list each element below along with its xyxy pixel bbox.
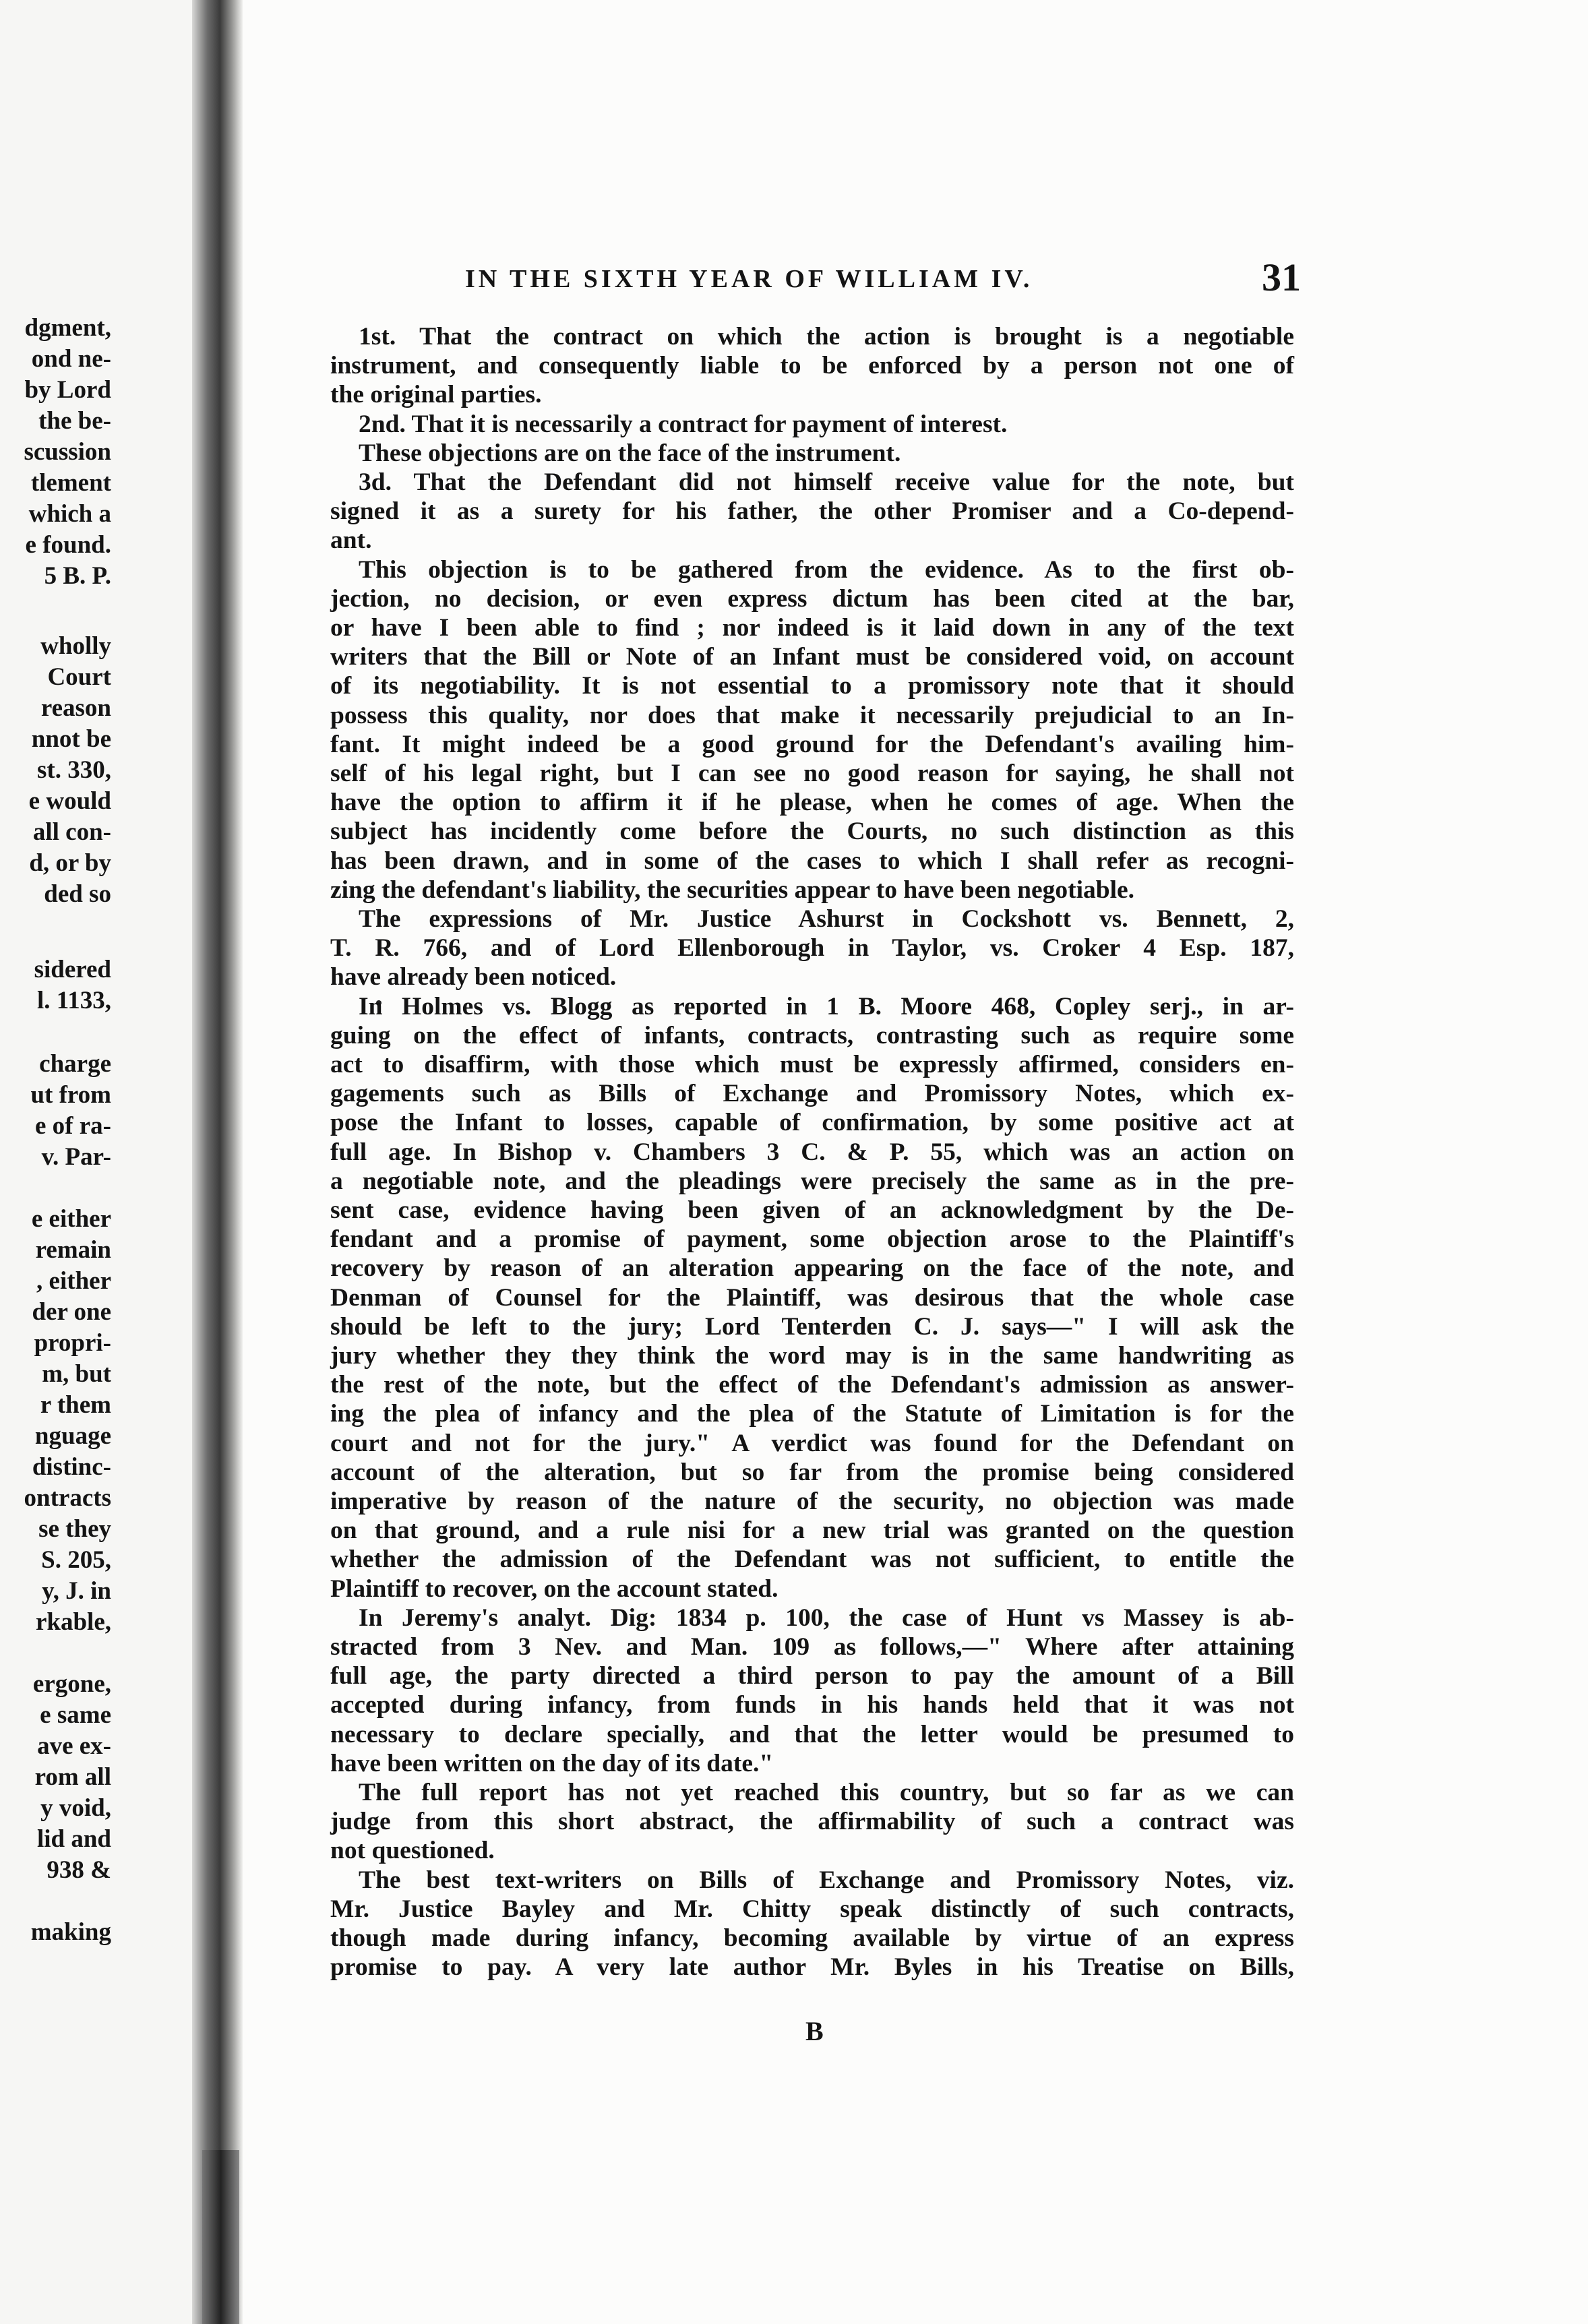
- text-line: subject has incidently come before the Courts, no such distinction as this: [330, 818, 1294, 845]
- text-line: jection, no decision, or even express dictum has been cited at the bar,: [330, 585, 1294, 613]
- running-head: [465, 255, 1301, 302]
- text-line: signed it as a surety for his father, the other Promiser and a Co-depend-: [330, 497, 1294, 525]
- facing-page-line: tlement: [30, 469, 111, 497]
- running-title: IN THE SIXTH YEAR OF WILLIAM IV.: [465, 265, 1033, 293]
- text-line: self of his legal right, but I can see no good reason for saying, he shall not: [330, 760, 1294, 787]
- text-line: T. R. 766, and of Lord Ellenborough in Taylor, vs. Croker 4 Esp. 187,: [330, 934, 1294, 962]
- facing-page-line: nnot be: [31, 725, 111, 753]
- text-line: though made during infancy, becoming available by virtue of an express: [330, 1924, 1294, 1952]
- text-line: court and not for the jury." A verdict was found for the Defendant on: [330, 1430, 1294, 1457]
- facing-page-line: l. 1133,: [37, 987, 111, 1014]
- text-line: has been drawn, and in some of the cases to which I shall refer as recogni-: [330, 847, 1294, 875]
- text-line: should be left to the jury; Lord Tenterden C. J. says—" I will ask the: [330, 1313, 1294, 1341]
- facing-page-line: ond ne-: [31, 345, 111, 373]
- facing-page-line: ut from: [30, 1081, 111, 1109]
- facing-page-line: rom all: [34, 1763, 111, 1791]
- text-line: have already been noticed.: [330, 963, 617, 991]
- text-line: the original parties.: [330, 381, 542, 408]
- facing-page-line: ontracts: [24, 1484, 111, 1512]
- text-line: or have I been able to find ; nor indeed is it laid down in any of the text: [330, 614, 1294, 642]
- text-line: The full report has not yet reached this country, but so far as we can: [359, 1779, 1294, 1806]
- text-line: judge from this short abstract, the affirmability of such a contract was: [330, 1808, 1294, 1835]
- facing-page-line: st. 330,: [37, 756, 111, 784]
- text-line: pose the Infant to losses, capable of confirmation, by some positive act at: [330, 1109, 1294, 1136]
- text-line: on that ground, and a rule nisi for a new trial was granted on the question: [330, 1517, 1294, 1544]
- facing-page-line: wholly: [40, 632, 111, 660]
- text-line: writers that the Bill or Note of an Infant must be considered void, on account: [330, 643, 1294, 671]
- page-number: 31: [1262, 255, 1301, 299]
- facing-page-line: the be-: [38, 407, 111, 435]
- facing-page-line: , either: [36, 1267, 111, 1295]
- facing-page-line: e either: [31, 1205, 111, 1233]
- facing-page-line: propri-: [34, 1329, 111, 1357]
- text-line: ant.: [330, 526, 372, 554]
- facing-page-line: nguage: [34, 1422, 111, 1450]
- text-line: The best text-writers on Bills of Exchange and Promissory Notes, viz.: [359, 1866, 1294, 1894]
- text-line: 1st. That the contract on which the action is brought is a negotiable: [359, 323, 1294, 350]
- facing-page-line: ave ex-: [37, 1732, 111, 1760]
- facing-page-line: rkable,: [35, 1608, 111, 1636]
- text-line: These objections are on the face of the instrument.: [359, 439, 901, 467]
- facing-page-line: remain: [35, 1236, 111, 1264]
- facing-page-line: e found.: [25, 531, 111, 559]
- text-line: fant. It might indeed be a good ground for the Defendant's availing him-: [330, 731, 1294, 758]
- facing-page-line: scussion: [24, 438, 111, 466]
- facing-page-line: ded so: [44, 880, 111, 908]
- facing-page-line: reason: [40, 694, 111, 722]
- text-line: This objection is to be gathered from the evidence. As to the first ob-: [359, 556, 1294, 584]
- facing-page-line: r them: [40, 1391, 111, 1419]
- facing-page-line: distinc-: [32, 1453, 111, 1481]
- text-line: Denman of Counsel for the Plaintiff, was desirous that the whole case: [330, 1284, 1294, 1312]
- text-line: necessary to declare specially, and that the letter would be presumed to: [330, 1721, 1294, 1748]
- text-line: full age. In Bishop v. Chambers 3 C. & P. 55, which was an action on: [330, 1138, 1294, 1166]
- facing-page-line: d, or by: [29, 849, 111, 877]
- text-line: 2nd. That it is necessarily a contract for payment of interest.: [359, 410, 1008, 438]
- facing-page-line: charge: [39, 1050, 111, 1078]
- text-line: whether the admission of the Defendant was not sufficient, to entitle the: [330, 1546, 1294, 1573]
- text-line: a negotiable note, and the pleadings were precisely the same as in the pre-: [330, 1167, 1294, 1195]
- facing-page-line: lid and: [36, 1825, 111, 1853]
- facing-page-line: e same: [40, 1701, 111, 1729]
- gutter-shadow: [202, 2150, 239, 2324]
- text-line: account of the alteration, but so far from the promise being considered: [330, 1459, 1294, 1486]
- text-line: the rest of the note, but the effect of the Defendant's admission as answer-: [330, 1371, 1294, 1399]
- page-gutter: [192, 0, 243, 2324]
- facing-page-line: making: [30, 1918, 111, 1946]
- text-line: instrument, and consequently liable to be enforced by a person not one of: [330, 352, 1294, 379]
- facing-page-line: Court: [47, 663, 111, 691]
- text-line: In Holmes vs. Blogg as reported in 1 B. Moore 468, Copley serj., in ar-: [359, 993, 1294, 1020]
- facing-page-line: which a: [28, 500, 111, 528]
- facing-page-line: by Lord: [24, 376, 111, 404]
- text-line: In Jeremy's analyt. Dig: 1834 p. 100, the case of Hunt vs Massey is ab-: [359, 1604, 1294, 1632]
- facing-page-line: v. Par-: [41, 1143, 111, 1171]
- text-line: Mr. Justice Bayley and Mr. Chitty speak distinctly of such contracts,: [330, 1895, 1294, 1923]
- text-line: 3d. That the Defendant did not himself receive value for the note, but: [359, 468, 1294, 496]
- text-line: imperative by reason of the nature of the security, no objection was made: [330, 1488, 1294, 1515]
- facing-page-line: ergone,: [32, 1670, 111, 1698]
- facing-page-text: [0, 0, 118, 2324]
- text-line: have the option to affirm it if he please, when he comes of age. When the: [330, 789, 1294, 816]
- facing-page-line: m, but: [42, 1360, 111, 1388]
- text-line: fendant and a promise of payment, some objection arose to the Plaintiff's: [330, 1225, 1294, 1253]
- text-line: zing the defendant's liability, the securities appear to have been negotiable.: [330, 876, 1135, 904]
- facing-page-fragment: [0, 0, 195, 2324]
- text-line: guing on the effect of infants, contracts, contrasting such as require some: [330, 1022, 1294, 1049]
- facing-page-line: sidered: [34, 956, 111, 983]
- facing-page-line: 5 B. P.: [44, 562, 111, 590]
- text-line: possess this quality, nor does that make it necessarily prejudicial to an In-: [330, 702, 1294, 729]
- text-line: of its negotiability. It is not essential to a promissory note that it should: [330, 672, 1294, 700]
- text-line: ing the plea of infancy and the plea of the Statute of Limitation is for the: [330, 1400, 1294, 1428]
- facing-page-line: S. 205,: [41, 1546, 111, 1574]
- facing-page-line: der one: [32, 1298, 111, 1326]
- facing-page-line: dgment,: [24, 314, 111, 342]
- text-line: recovery by reason of an alteration appearing on the face of the note, and: [330, 1254, 1294, 1282]
- facing-page-line: y, J. in: [42, 1577, 111, 1605]
- text-line: not questioned.: [330, 1837, 495, 1864]
- text-line: act to disaffirm, with those which must be expressly affirmed, considers en-: [330, 1051, 1294, 1078]
- text-line: gagements such as Bills of Exchange and Promissory Notes, which ex-: [330, 1080, 1294, 1107]
- facing-page-line: se they: [38, 1515, 111, 1543]
- text-line: The expressions of Mr. Justice Ashurst in Cockshott vs. Bennett, 2,: [359, 905, 1294, 933]
- text-line: jury whether they they think the word may is in the same handwriting as: [330, 1342, 1294, 1370]
- facing-page-line: e would: [28, 787, 111, 815]
- text-line: stracted from 3 Nev. and Man. 109 as follows,—" Where after attaining: [330, 1633, 1294, 1661]
- text-line: have been written on the day of its date.": [330, 1750, 774, 1777]
- text-line: accepted during infancy, from funds in his hands held that it was not: [330, 1691, 1294, 1719]
- facing-page-line: all con-: [32, 818, 111, 846]
- text-line: full age, the party directed a third person to pay the amount of a Bill: [330, 1662, 1294, 1690]
- text-line: sent case, evidence having been given of an acknowledgment by the De-: [330, 1196, 1294, 1224]
- facing-page-line: e of ra-: [35, 1112, 111, 1140]
- signature-mark: B: [805, 2016, 824, 2046]
- text-line: Plaintiff to recover, on the account stated.: [330, 1575, 778, 1603]
- facing-page-line: y void,: [40, 1794, 111, 1822]
- facing-page-line: 938 &: [47, 1856, 111, 1884]
- text-line: promise to pay. A very late author Mr. Byles in his Treatise on Bills,: [330, 1953, 1294, 1981]
